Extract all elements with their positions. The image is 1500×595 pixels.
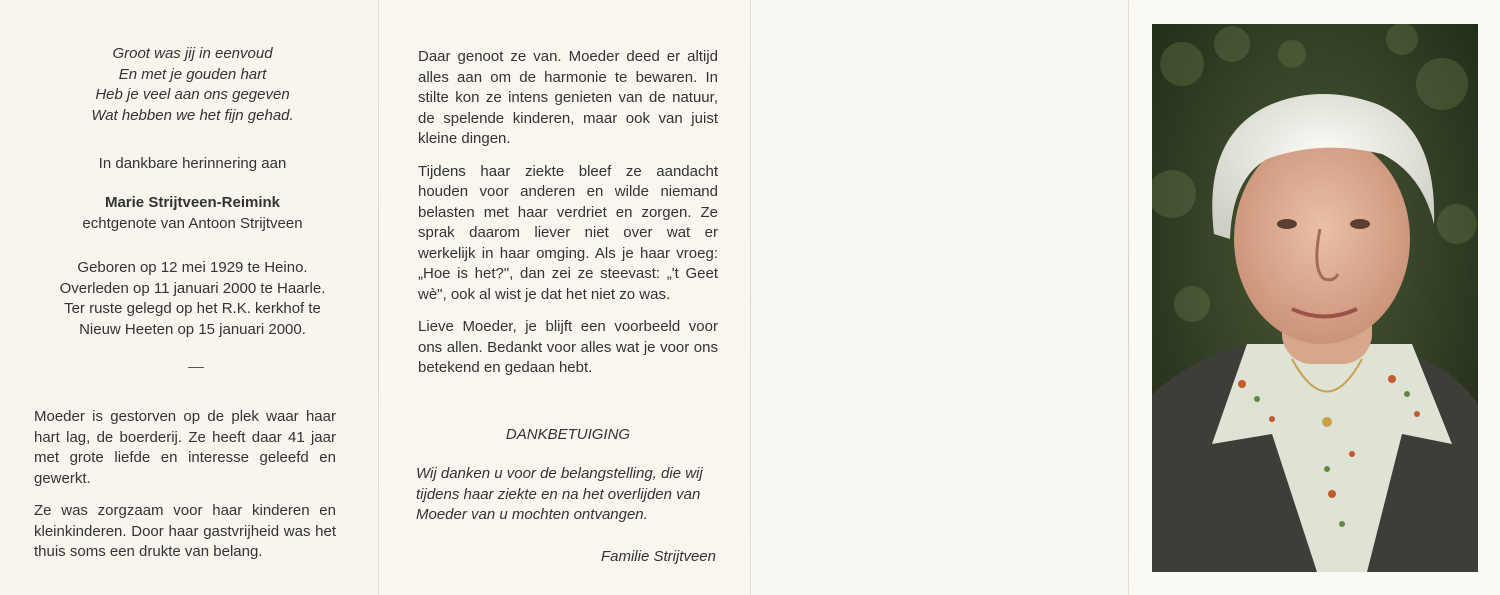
thanks-text: Wij danken u voor de belangstelling, die wij tijdens haar ziekte en na het overlijden van Moeder van u mochten ontvangen. [416,465,703,523]
divider-dash [188,367,204,368]
date-line: Geboren op 12 mei 1929 te Heino. [77,259,308,276]
poem-line: Groot was jij in eenvoud [112,45,273,62]
family-signature: Familie Strijtveen [600,548,716,565]
thanks-title: DANKBETUIGING [505,426,631,443]
fold-line [378,0,379,595]
poem-line: Wat hebben we het fijn gehad. [91,106,294,124]
date-line: Nieuw Heeten op 15 januari 2000. [79,320,306,338]
paragraph: Ze was zorgzaam voor haar kinderen en kleinkinderen. Door haar gastvrijheid was het thuis soms een drukte van belang. [34,502,336,560]
spouse-line: echtgenote van Antoon Strijtveen [82,215,303,232]
poem [20,44,365,126]
paragraph: Daar genoot ze van. Moeder deed er altijd alles aan om de harmonie te bewaren. In stilte kon ze intens genieten van de natuur, de spelende kinderen, maar ook van juist kleine dingen. [418,48,718,147]
middle-text [418,47,718,391]
date-line: Ter ruste gelegd op het R.K. kerkhof te [64,300,321,317]
fold-line [1128,0,1129,595]
poem-line: Heb je veel aan ons gegeven [95,86,290,103]
left-text [34,407,336,575]
date-line: Overleden op 11 januari 2000 te Haarle. [59,279,326,297]
paragraph: Lieve Moeder, je blijft een voorbeeld voor ons allen. Bedankt voor alles wat je voor ons betekend en gedaan hebt. [418,318,718,376]
deceased-name: Marie Strijtveen-Reimink [104,194,281,211]
poem-line: En met je gouden hart [118,65,267,83]
memorial-intro: In dankbare herinnering aan [98,155,287,172]
fold-line [750,0,751,595]
paragraph: Moeder is gestorven op de plek waar haar hart lag, de boerderij. Ze heeft daar 41 jaar met grote liefde en interesse geleefd en gewerkt. [34,408,336,487]
dates-block [20,258,365,340]
portrait-photo [1152,24,1478,572]
panel-blank [750,0,1128,595]
paragraph: Tijdens haar ziekte bleef ze aandacht houden voor anderen en wilde niemand belasten met haar verdriet en zorgen. Ze sprak daarom liever niet over wat er werkelijk in haar omging. Als je haar vroeg: „Hoe is het?", dan zei ze steevast: „'t Geet wè", ook al wist je dat het niet zo was. [418,162,718,303]
